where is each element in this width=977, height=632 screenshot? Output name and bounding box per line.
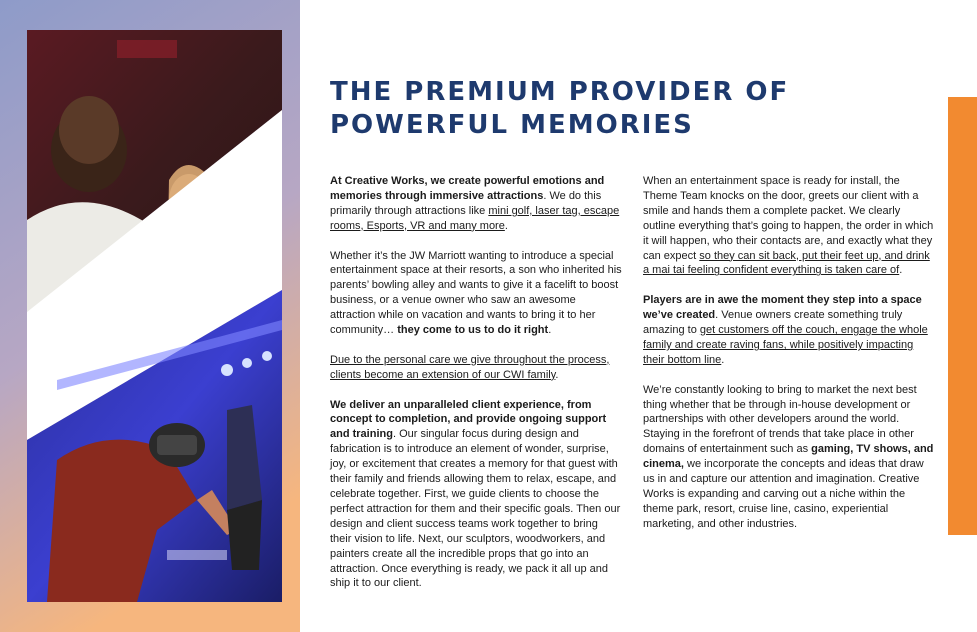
left-column — [330, 174, 622, 606]
bold-text: We deliver an unparalleled client experience, from concept to completion, and provide ongoing support and training — [330, 398, 607, 441]
text: We’re constantly looking to bring to market the next best thing whether that be through in-house development or partnerships with other developers around the world. Staying in the forefront of trends that take place in other domains of entertainment such as — [643, 383, 917, 456]
paragraph — [330, 398, 622, 592]
photo-collage — [27, 30, 282, 602]
underlined-text: so they can sit back, put their feet up, and drink a mai tai feeling confident everything is taken care of — [643, 249, 930, 277]
underlined-text: Due to the personal care we give throughout the process, clients become an extension of our CWI family — [330, 353, 610, 381]
text: . Our singular focus during design and fabrication is to introduce an element of wonder, surprise, joy, or excitement that creates a memory for that guest with their family and friends allowing them to relax, escape, and celebrate together. First, we guide clients to choose the perfect attraction for them and their specific goals. Then our design and client success teams work together to bring their vision to life. Next, our sculptors, woodworkers, and painters create all the incredible props that go into an attraction. Once everything is ready, we pack it all up and ship it to our client. — [330, 428, 621, 590]
text: . — [548, 324, 552, 337]
text: . — [899, 264, 903, 277]
paragraph — [643, 383, 935, 532]
underlined-text: mini golf, laser tag, escape rooms, Esports, VR and many more — [330, 204, 620, 232]
paragraph — [643, 293, 935, 368]
bold-text: Players are in awe the moment they step into a space we’ve created — [643, 294, 922, 322]
paragraph — [330, 174, 622, 234]
text: When an entertainment space is ready for install, the Theme Team knocks on the door, greets our client with a smile and hands them a complete packet. We clearly outline everything that’s going to happen, the order in which it will happen, who their contacts are, and exactly what they can expect — [643, 175, 934, 262]
bold-text: they come to us to do it right — [397, 324, 549, 337]
paragraph — [330, 249, 622, 338]
text: we incorporate the concepts and ideas that draw us in and capture our attention and imagination. Creative Works is expanding and carving out a niche within the theme park, resort, cruise line, casino, experiential marketing, and other industries. — [643, 458, 924, 530]
paragraph — [643, 174, 935, 278]
text: . — [721, 353, 725, 366]
paragraph — [330, 353, 622, 383]
underlined-text: get customers off the couch, engage the whole family and create raving fans, while positively impacting their bottom line — [643, 324, 928, 366]
text: Whether it’s the JW Marriott wanting to introduce a special entertainment space at their resorts, a son who inherited his parents’ bowling alley and wants to give it a facelift to boost business, or a venue owner who saw an awesome attraction while on vacation and wants to bring it to her community… — [330, 249, 622, 337]
text: . — [504, 219, 508, 232]
text: . — [555, 368, 559, 381]
accent-bar — [948, 97, 977, 535]
text: . We do this primarily through attractions like — [330, 189, 602, 217]
bold-text: gaming, TV shows, and cinema, — [643, 443, 934, 471]
bold-text: At Creative Works, we create powerful emotions and memories through immersive attractions — [330, 175, 605, 202]
text: . Venue owners create something truly amazing to — [643, 309, 903, 337]
right-column — [643, 174, 935, 547]
page-title: THE PREMIUM PROVIDER OF POWERFUL MEMORIES — [330, 77, 790, 140]
